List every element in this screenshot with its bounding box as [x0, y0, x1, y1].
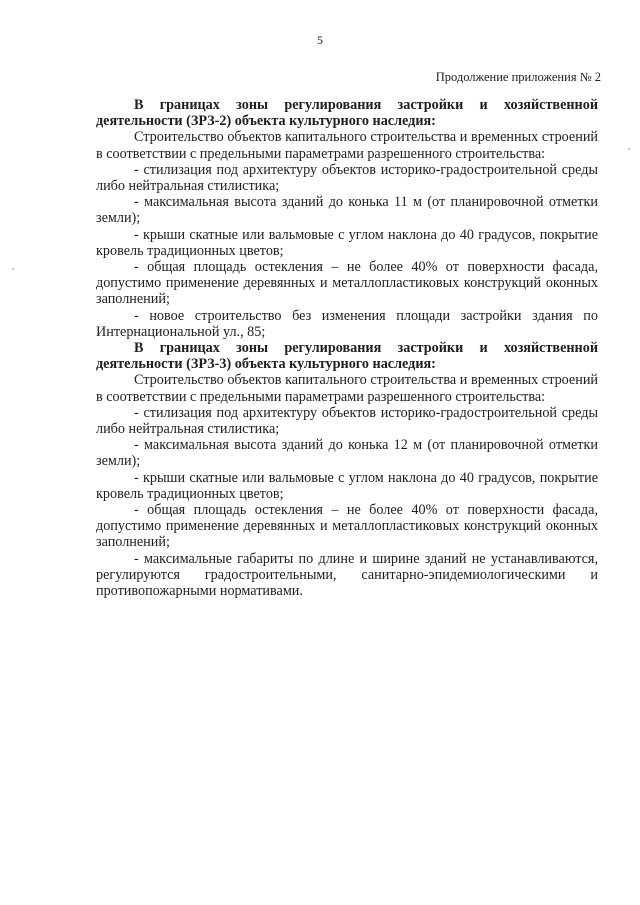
list-item: - максимальная высота зданий до конька 11 м (от планировочной отметки земли); — [96, 194, 598, 227]
scan-artifact — [628, 148, 630, 150]
scan-artifact — [12, 268, 14, 270]
section-zrz-3 — [96, 340, 598, 599]
page-number: 5 — [317, 33, 323, 47]
section-heading: В границах зоны регулирования застройки и хозяйственной деятельности (ЗРЗ-2) объекта культурного наследия: — [96, 97, 598, 130]
list-item: - общая площадь остекления – не более 40% от поверхности фасада, допустимо применение деревянных и металлопластиковых конструкций оконных заполнений; — [96, 502, 598, 551]
list-item: - крыши скатные или вальмовые с углом наклона до 40 градусов, покрытие кровель традиционных цветов; — [96, 469, 598, 502]
list-item: - стилизация под архитектуру объектов историко-градостроительной среды либо нейтральная стилистика; — [96, 161, 598, 195]
list-item: - максимальная высота зданий до конька 12 м (от планировочной отметки земли); — [96, 437, 598, 470]
section-intro: Строительство объектов капитального строительства и временных строений в соответствии с предельными параметрами разрешенного строительства: — [96, 372, 598, 405]
list-item: - стилизация под архитектуру объектов историко-градостроительной среды либо нейтральная стилистика; — [96, 404, 598, 438]
section-zrz-2 — [96, 97, 598, 340]
document-body — [96, 97, 598, 599]
list-item: - крыши скатные или вальмовые с углом наклона до 40 градусов, покрытие кровель традиционных цветов; — [96, 226, 598, 259]
appendix-continuation-note: Продолжение приложения № 2 — [435, 70, 601, 84]
list-item: - новое строительство без изменения площади застройки здания по Интернациональной ул., 85; — [96, 307, 598, 340]
section-heading: В границах зоны регулирования застройки и хозяйственной деятельности (ЗРЗ-3) объекта культурного наследия: — [96, 340, 598, 373]
list-item: - общая площадь остекления – не более 40% от поверхности фасада, допустимо применение деревянных и металлопластиковых конструкций оконных заполнений; — [96, 259, 598, 308]
list-item: - максимальные габариты по длине и ширине зданий не устанавливаются, регулируются градостроительными, санитарно-эпидемиологическими и противопожарными нормативами. — [96, 550, 598, 600]
section-intro: Строительство объектов капитального строительства и временных строений в соответствии с предельными параметрами разрешенного строительства: — [96, 129, 598, 162]
